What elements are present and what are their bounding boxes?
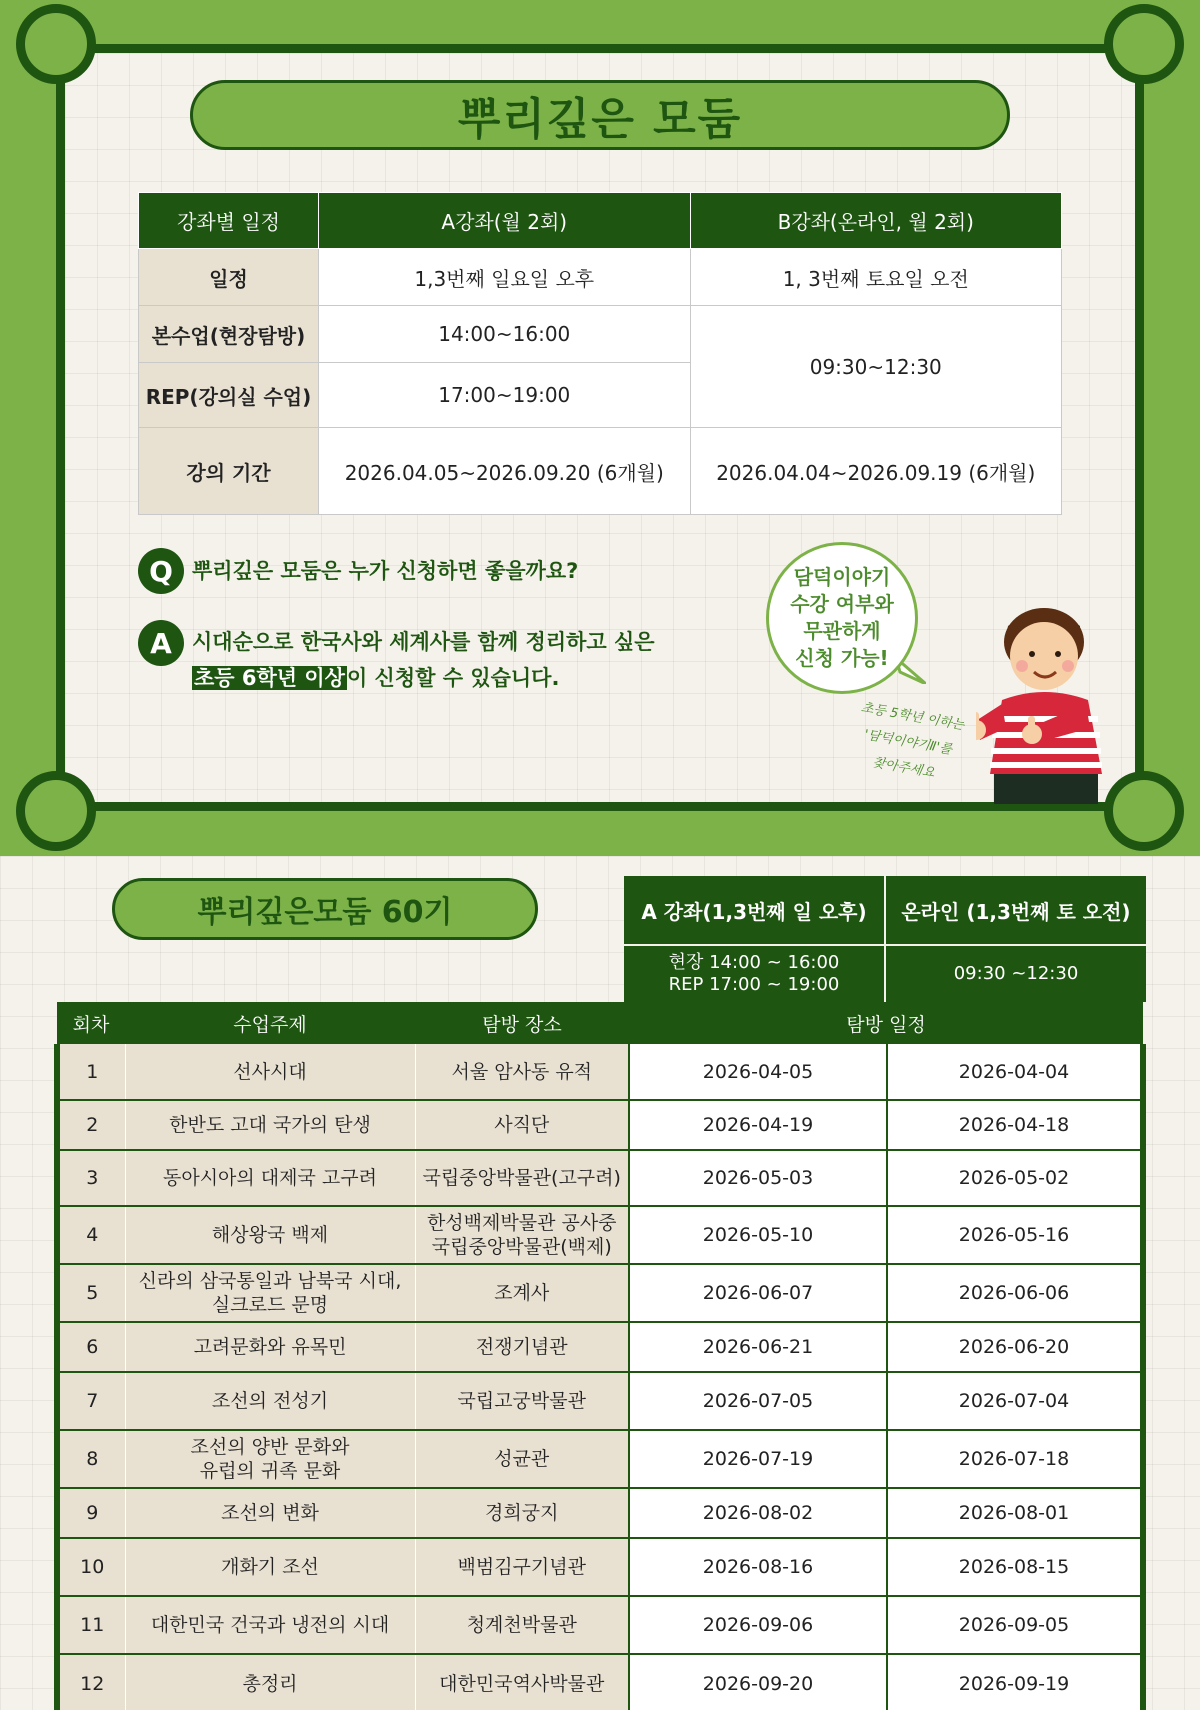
frame-corner	[16, 771, 96, 851]
character-boy-illustration	[976, 604, 1126, 804]
session-number: 5	[57, 1264, 125, 1322]
qa-block	[138, 548, 655, 722]
course-a-time-rep: REP 17:00 ~ 19:00	[668, 974, 840, 995]
table-row	[57, 1264, 1143, 1322]
date-course-a: 2026-09-20	[629, 1654, 887, 1710]
question-row	[138, 548, 655, 594]
date-course-a: 2026-08-16	[629, 1538, 887, 1596]
session-topic-line: 조선의 양반 문화와	[190, 1436, 350, 1458]
session-number: 1	[57, 1044, 125, 1100]
frame-corner	[1104, 4, 1184, 84]
date-course-b: 2026-09-05	[887, 1596, 1143, 1654]
curriculum-section	[0, 856, 1200, 1710]
visit-place	[415, 1538, 629, 1596]
date-course-b: 2026-05-16	[887, 1206, 1143, 1264]
session-topic	[125, 1596, 415, 1654]
session-topic	[125, 1206, 415, 1264]
date-course-a: 2026-09-06	[629, 1596, 887, 1654]
session-topic	[125, 1654, 415, 1710]
schedule-header: B강좌(온라인, 월 2회)	[690, 193, 1062, 249]
session-number: 11	[57, 1596, 125, 1654]
q-badge: Q	[138, 548, 184, 594]
session-topic	[125, 1264, 415, 1322]
session-topic-line: 대한민국 건국과 냉전의 시대	[150, 1614, 390, 1636]
session-number: 10	[57, 1538, 125, 1596]
curriculum-title: 뿌리깊은모둠 60기	[112, 878, 538, 940]
table-row	[57, 1206, 1143, 1264]
cell-b: 2026.04.04~2026.09.19 (6개월)	[690, 428, 1062, 515]
date-course-b: 2026-07-18	[887, 1430, 1143, 1488]
date-course-b: 2026-06-20	[887, 1322, 1143, 1372]
date-course-a: 2026-04-05	[629, 1044, 887, 1100]
session-topic-line: 유럽의 귀족 문화	[199, 1460, 341, 1482]
table-row	[57, 1430, 1143, 1488]
session-topic-line: 조선의 전성기	[211, 1390, 329, 1412]
visit-place	[415, 1372, 629, 1430]
answer-row	[138, 620, 655, 696]
visit-place-line: 조계사	[494, 1282, 550, 1304]
cell-a: 1,3번째 일요일 오후	[319, 249, 691, 306]
note-line: 초등 5학년 이하는	[859, 700, 966, 734]
answer-rest: 이 신청할 수 있습니다.	[346, 666, 560, 690]
course-time-row	[624, 944, 1146, 1002]
date-course-b: 2026-04-04	[887, 1044, 1143, 1100]
row-label: 강의 기간	[139, 428, 319, 515]
visit-place-line: 사직단	[494, 1114, 550, 1136]
visit-place	[415, 1044, 629, 1100]
cell-a: 17:00~19:00	[319, 363, 691, 428]
session-topic-line: 실크로드 문명	[211, 1294, 329, 1316]
table-row	[57, 1322, 1143, 1372]
bubble-line: 수강 여부와	[790, 592, 894, 616]
visit-place-line: 성균관	[494, 1448, 550, 1470]
visit-place-line: 한성백제박물관 공사중	[426, 1212, 617, 1234]
cell-b-time: 09:30~12:30	[690, 306, 1062, 428]
session-topic	[125, 1372, 415, 1430]
visit-place	[415, 1430, 629, 1488]
schedule-header: 강좌별 일정	[139, 193, 319, 249]
visit-place	[415, 1488, 629, 1538]
visit-place	[415, 1322, 629, 1372]
date-course-a: 2026-07-19	[629, 1430, 887, 1488]
session-topic	[125, 1150, 415, 1206]
cell-a: 14:00~16:00	[319, 306, 691, 363]
table-row	[57, 1150, 1143, 1206]
session-topic	[125, 1100, 415, 1150]
session-number: 12	[57, 1654, 125, 1710]
column-header: 탐방 장소	[415, 1002, 629, 1044]
session-number: 6	[57, 1322, 125, 1372]
course-a-title: A 강좌(1,3번째 일 오후)	[624, 876, 884, 944]
course-a-times	[624, 946, 884, 1002]
row-label: 본수업(현장탐방)	[139, 306, 319, 363]
date-course-b: 2026-04-18	[887, 1100, 1143, 1150]
column-header: 탐방 일정	[629, 1002, 1143, 1044]
visit-place-line: 청계천박물관	[466, 1614, 577, 1636]
date-course-a: 2026-05-03	[629, 1150, 887, 1206]
session-number: 4	[57, 1206, 125, 1264]
bubble-line: 신청 가능!	[795, 646, 889, 670]
session-number: 3	[57, 1150, 125, 1206]
frame-corner	[16, 4, 96, 84]
course-title-row	[624, 876, 1146, 944]
table-row	[57, 1596, 1143, 1654]
date-course-a: 2026-08-02	[629, 1488, 887, 1538]
table-row	[57, 1100, 1143, 1150]
column-header: 수업주제	[125, 1002, 415, 1044]
course-b-time: 09:30 ~12:30	[884, 946, 1146, 1002]
visit-place-line: 전쟁기념관	[475, 1336, 568, 1358]
visit-place	[415, 1100, 629, 1150]
table-row	[57, 1372, 1143, 1430]
session-topic	[125, 1538, 415, 1596]
visit-place	[415, 1206, 629, 1264]
session-topic-line: 신라의 삼국통일과 남북국 시대,	[138, 1270, 402, 1292]
date-course-b: 2026-08-01	[887, 1488, 1143, 1538]
visit-place-line: 백범김구기념관	[457, 1556, 586, 1578]
date-course-a: 2026-04-19	[629, 1100, 887, 1150]
visit-place-line: 경희궁지	[485, 1502, 559, 1524]
visit-place	[415, 1654, 629, 1710]
date-course-a: 2026-06-07	[629, 1264, 887, 1322]
session-topic	[125, 1044, 415, 1100]
bubble-line: 담덕이야기	[793, 565, 891, 589]
session-topic-line: 선사시대	[233, 1060, 307, 1083]
session-topic-line: 고려문화와 유목민	[193, 1336, 347, 1358]
course-time-header	[624, 876, 1146, 1002]
session-topic-line: 동아시아의 대제국 고구려	[163, 1167, 377, 1189]
session-number: 2	[57, 1100, 125, 1150]
course-a-time-field: 현장 14:00 ~ 16:00	[668, 952, 840, 973]
session-number: 9	[57, 1488, 125, 1538]
table-row	[57, 1488, 1143, 1538]
row-label: REP(강의실 수업)	[139, 363, 319, 428]
table-row	[57, 1538, 1143, 1596]
schedule-header: A강좌(월 2회)	[319, 193, 691, 249]
visit-place-line: 국립중앙박물관(백제)	[431, 1236, 612, 1258]
session-topic-line: 조선의 변화	[221, 1502, 319, 1524]
session-topic-line: 개화기 조선	[221, 1556, 319, 1578]
session-topic-line: 총정리	[242, 1673, 298, 1695]
note-line: '담덕이야기Ⅱ'를	[863, 727, 954, 758]
date-course-b: 2026-09-19	[887, 1654, 1143, 1710]
row-label: 일정	[139, 249, 319, 306]
visit-place-line: 국립고궁박물관	[457, 1390, 586, 1412]
visit-place	[415, 1264, 629, 1322]
date-course-b: 2026-05-02	[887, 1150, 1143, 1206]
date-course-a: 2026-07-05	[629, 1372, 887, 1430]
visit-place-line: 대한민국역사박물관	[439, 1673, 605, 1695]
curriculum-rows	[57, 1044, 1143, 1710]
date-course-b: 2026-06-06	[887, 1264, 1143, 1322]
date-course-a: 2026-05-10	[629, 1206, 887, 1264]
course-b-title: 온라인 (1,3번째 토 오전)	[884, 876, 1146, 944]
answer-text	[192, 624, 655, 696]
date-course-a: 2026-06-21	[629, 1322, 887, 1372]
answer-line1: 시대순으로 한국사와 세계사를 함께 정리하고 싶은	[192, 630, 655, 654]
table-row	[57, 1044, 1143, 1100]
table-row	[57, 1654, 1143, 1710]
session-number: 8	[57, 1430, 125, 1488]
cell-a: 2026.04.05~2026.09.20 (6개월)	[319, 428, 691, 515]
visit-place	[415, 1596, 629, 1654]
session-topic	[125, 1322, 415, 1372]
visit-place	[415, 1150, 629, 1206]
a-badge: A	[138, 620, 184, 666]
note-line: 찾아주세요	[871, 755, 936, 781]
visit-place-line: 서울 암사동 유적	[451, 1060, 593, 1083]
date-course-b: 2026-08-15	[887, 1538, 1143, 1596]
session-topic-line: 해상왕국 백제	[211, 1224, 329, 1246]
session-topic	[125, 1430, 415, 1488]
page-title: 뿌리깊은 모둠	[190, 80, 1010, 150]
session-topic-line: 한반도 고대 국가의 탄생	[169, 1114, 371, 1136]
bubble-line: 무관하게	[803, 619, 881, 643]
session-number: 7	[57, 1372, 125, 1430]
date-course-b: 2026-07-04	[887, 1372, 1143, 1430]
visit-place-line: 국립중앙박물관(고구려)	[422, 1167, 621, 1189]
column-header: 회차	[57, 1002, 125, 1044]
question-text: 뿌리깊은 모둠은 누가 신청하면 좋을까요?	[192, 559, 579, 583]
schedule-row	[139, 249, 1062, 306]
session-topic	[125, 1488, 415, 1538]
speech-bubble	[766, 542, 918, 694]
course-schedule-table	[138, 192, 1062, 515]
schedule-row	[139, 306, 1062, 363]
answer-highlight: 초등 6학년 이상	[194, 666, 345, 690]
cell-b: 1, 3번째 토요일 오전	[690, 249, 1062, 306]
schedule-row	[139, 428, 1062, 515]
curriculum-table	[54, 1002, 1146, 1710]
intro-frame	[56, 44, 1144, 811]
